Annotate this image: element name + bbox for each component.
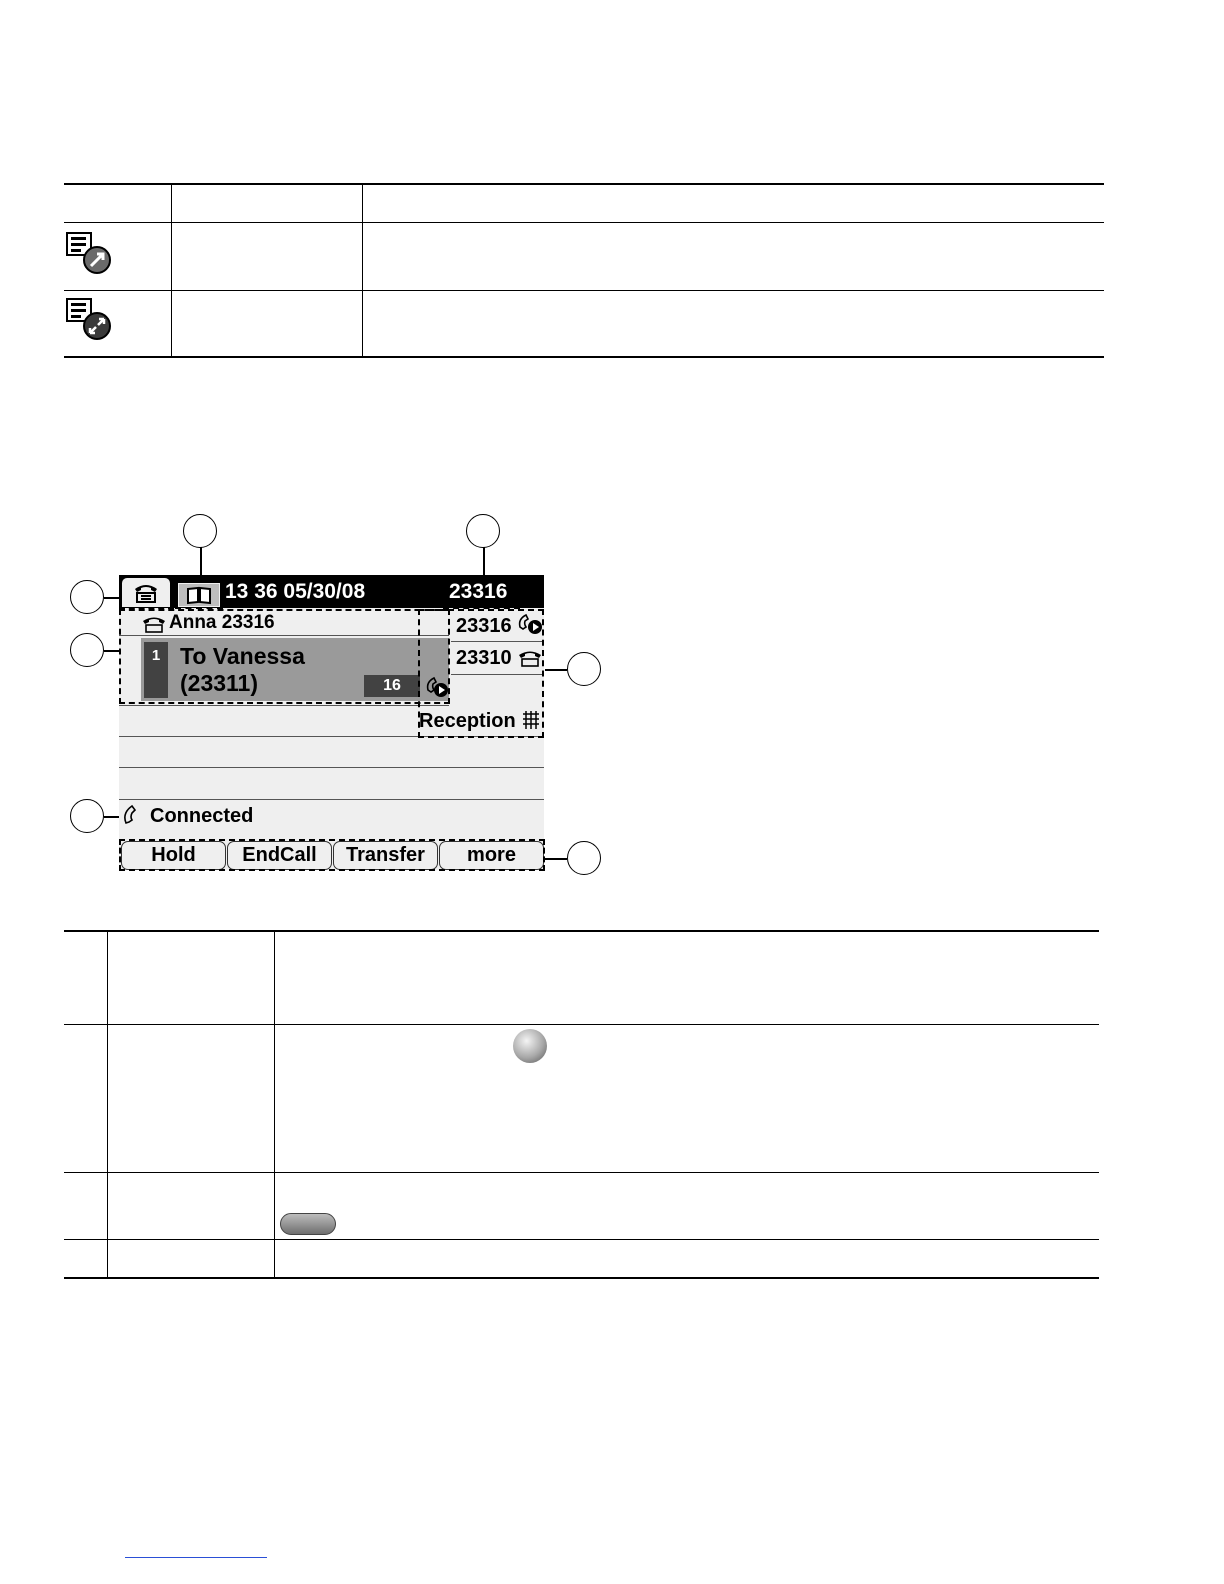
highlight-phone-tab	[119, 575, 174, 609]
highlight-header-number	[443, 575, 520, 609]
header-phone-number: 23316	[449, 580, 508, 603]
table2-row-rule-3	[64, 1239, 1099, 1240]
table2-bottom-rule	[64, 1277, 1099, 1279]
table1-row-rule	[64, 290, 1104, 291]
screen-row-divider-4	[119, 799, 544, 800]
call-party-number: (23311)	[180, 670, 259, 696]
table1-col-divider-1	[171, 184, 172, 357]
more-softkey[interactable]: more	[439, 841, 544, 870]
line-button-3-label[interactable]: Reception	[419, 710, 516, 732]
line-button-2-label[interactable]: 23310	[456, 647, 512, 669]
handset-icon	[122, 803, 146, 827]
table2-top-rule	[64, 930, 1099, 932]
message-reply-icon	[66, 298, 112, 342]
callout-left-2	[70, 633, 104, 667]
table2-row-rule-2	[64, 1172, 1099, 1173]
screen-row-divider-1	[119, 705, 449, 706]
highlight-line-buttons	[418, 609, 544, 738]
softkey-button-icon	[280, 1213, 336, 1235]
callout-right-1	[567, 652, 601, 686]
header-datetime: 13 36 05/30/08	[225, 580, 366, 603]
callout-top-right-leader	[483, 547, 485, 575]
table1-header-rule	[64, 222, 1104, 223]
call-index: 1	[144, 642, 168, 698]
screen-row-divider-3	[119, 767, 544, 768]
hold-softkey[interactable]: Hold	[121, 841, 226, 870]
callout-left-3	[70, 799, 104, 833]
navigation-button-icon	[513, 1029, 547, 1063]
table2-col-divider-1	[107, 931, 108, 1278]
table1-top-rule	[64, 183, 1104, 185]
call-status: Connected	[150, 805, 254, 827]
highlight-directory-tab	[175, 577, 223, 609]
callout-top-left-leader	[200, 547, 202, 577]
call-duration: 16	[364, 675, 420, 697]
highlight-call-area	[119, 609, 450, 704]
callout-left-1	[70, 580, 104, 614]
table1-bottom-rule	[64, 356, 1104, 358]
callout-top-right	[466, 514, 500, 548]
table2-col-divider-2	[274, 931, 275, 1278]
call-party-name: To Vanessa	[180, 643, 305, 669]
callout-right-2	[567, 841, 601, 875]
line-button-1-label[interactable]: 23316	[456, 615, 512, 637]
callout-right-2-leader	[545, 858, 567, 860]
transfer-softkey[interactable]: Transfer	[333, 841, 438, 870]
highlight-softkeys	[119, 839, 545, 871]
endcall-softkey[interactable]: EndCall	[227, 841, 332, 870]
caller-id: Anna 23316	[169, 612, 275, 633]
table2-row-rule-1	[64, 1024, 1099, 1025]
callout-right-1-leader	[545, 669, 567, 671]
footer-link-underline	[125, 1557, 267, 1558]
callout-top-left	[183, 514, 217, 548]
table1-col-divider-2	[362, 184, 363, 357]
message-forward-icon	[66, 232, 112, 276]
